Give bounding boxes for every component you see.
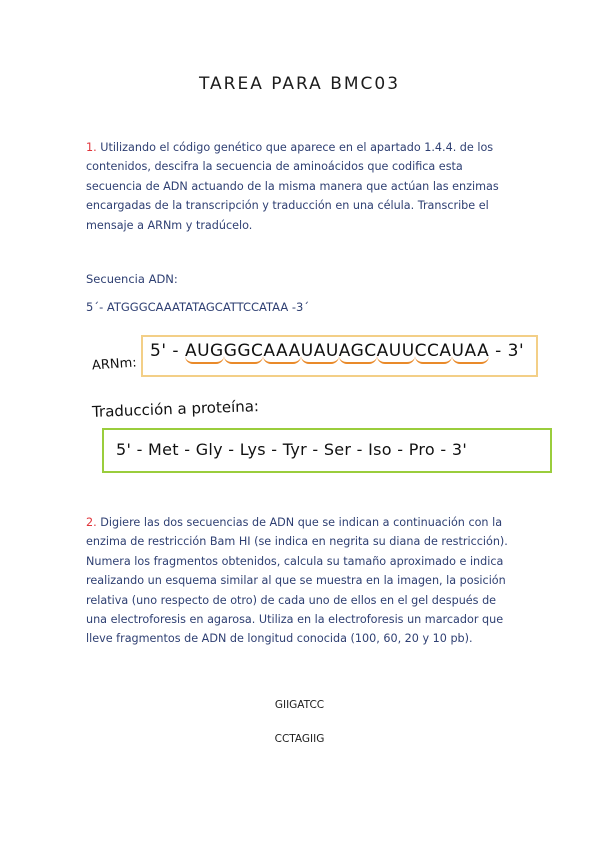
dna-sequence: 5´- ATGGGCAAATATAGCATTCCATAA -3´ — [86, 300, 310, 314]
arn-codon: AUU — [377, 341, 415, 364]
arn-sequence — [150, 341, 524, 361]
arn-label: ARNm: — [91, 355, 138, 374]
arn-prefix: 5' - — [150, 341, 180, 361]
dna-strand-top: GIIGATCC — [274, 699, 325, 711]
arn-codon: AUG — [185, 341, 224, 364]
question-1-text: Utilizando el código genético que aparece en el apartado 1.4.4. de los contenidos, descifra la secuencia de aminoácidos que codifica esta secuencia de ADN actuando de la misma manera que actúan las enzimas encargadas de la transcripción y traducción en una célula. Transcribe el mensaje a ARNm y tradúcelo. — [86, 141, 499, 232]
dna-strand-bottom: CCTAGIIG — [274, 733, 325, 745]
arn-suffix: - 3' — [495, 341, 525, 361]
question-1 — [86, 138, 516, 235]
arn-codon: UAU — [301, 341, 339, 364]
arn-codon: UAA — [452, 341, 490, 364]
arn-codon: CCA — [415, 341, 452, 364]
protein-sequence: 5' - Met - Gly - Lys - Tyr - Ser - Iso - Pro - 3' — [116, 440, 468, 459]
arn-codon: AAA — [263, 341, 300, 364]
page-title: TAREA PARA BMC03 — [198, 74, 401, 94]
arn-codon: GGC — [224, 341, 264, 364]
dna-label: Secuencia ADN: — [86, 272, 178, 286]
question-1-number: 1. — [86, 141, 97, 154]
question-2-text: Digiere las dos secuencias de ADN que se indican a continuación con la enzima de restricción Bam HI (se indica en negrita su diana de restricción). Numera los fragmentos obtenidos, calcula su tamaño aproximado e indica realizando un esquema similar al que se muestra en la imagen, la posición relativa (uno respecto de otro) de cada uno de ellos en el gel después de una electroforesis en agarosa. Utiliza en la electroforesis un marcador que lleve fragmentos de ADN de longitud conocida (100, 60, 20 y 10 pb). — [86, 516, 508, 646]
question-2-number: 2. — [86, 516, 97, 529]
translation-label: Traducción a proteína: — [91, 397, 260, 421]
arn-codon: AGC — [339, 341, 377, 364]
question-2 — [86, 513, 516, 649]
